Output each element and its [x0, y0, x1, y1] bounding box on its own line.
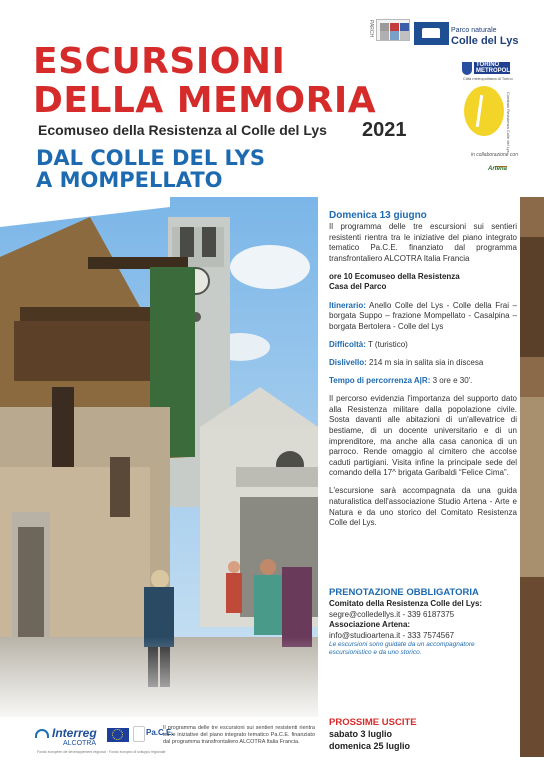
next-outing-date-1: sabato 3 luglio: [329, 729, 393, 739]
interreg-small-text: Fonds européen de développement régional · Fondo europeo di sviluppo regionale: [37, 750, 166, 754]
meeting-time: ore 10 Ecomuseo della Resistenza: [329, 271, 460, 281]
artena-logo: Artena: [488, 166, 508, 172]
pace-logo-icon: [133, 726, 145, 742]
comitato-logo-label: Comitato Resistenza Colle del Lys: [506, 92, 511, 153]
torino-line2: METROPOLI: [476, 68, 512, 74]
difficulty-text: T (turistico): [367, 339, 408, 349]
page-title-line1: ESCURSIONI: [33, 41, 286, 82]
elevation: [329, 358, 517, 369]
duration-label: Tempo di percorrenza A|R:: [329, 376, 431, 386]
booking-org1-name: Comitato della Resistenza Colle del Lys:: [329, 599, 483, 608]
parco-logo-icon: [414, 22, 449, 45]
alcotra-label: ALCOTRA: [63, 740, 97, 747]
eu-stars-icon: [112, 729, 123, 740]
route-title-line1: DAL COLLE DEL LYS: [36, 146, 265, 170]
next-outings-title: PROSSIME USCITE: [329, 717, 417, 728]
booking-org2-name: Associazione Artena:: [329, 620, 411, 629]
itinerary-text: Anello Colle del Lys - Colle della Frai – borgata Suppo – frazione Mompellato - Casalpina – borgata Bertolera - Colle del Lys: [329, 300, 517, 331]
route-title-line2: A MOMPELLATO: [36, 168, 223, 192]
interreg-arc-icon: [35, 729, 49, 738]
parco-label-small: Parco naturale: [451, 27, 497, 34]
parch-label: PARCH: [368, 20, 374, 38]
parco-label-big: Colle del Lys: [451, 35, 519, 47]
booking-contacts: [329, 599, 519, 657]
interreg-logo: Interreg: [52, 726, 97, 740]
route-description: Il percorso evidenzia l'importanza del supporto dato alla Resistenza militare dalla popolazione civile. Sosta davanti alle abitazioni di un'allevatrice di bestiame, di un docente universitario e di un imprenditore, ma anche alla casa canonica di un parroco. Rende omaggio al cimitero che accolse caduti partigiani. Visita infine la principale sede del comando della 17^ brigata Garibaldi “Felice Cima”.: [329, 394, 517, 478]
meeting-place: Casa del Parco: [329, 282, 387, 292]
difficulty: [329, 340, 517, 351]
event-details: [329, 210, 517, 536]
page-subtitle: Ecomuseo della Resistenza al Colle del Lys: [38, 122, 327, 138]
torino-line1: TORINO: [476, 62, 500, 68]
booking-org1-contact[interactable]: segre@colledellys.it - 339 6187375: [329, 609, 455, 619]
year: 2021: [362, 119, 407, 141]
guide-info: L'escursione sarà accompagnata da una guida naturalistica dell'associazione Studio Artena - Arte e Natura e da uno storico del Comitato Resistenza Colle del Lys.: [329, 486, 517, 528]
booking-title: PRENOTAZIONE OBBLIGATORIA: [329, 587, 479, 598]
booking-org2-contact[interactable]: info@studioartena.it - 333 7574567: [329, 630, 455, 640]
village-photo: [0, 197, 318, 717]
event-date: Domenica 13 giugno: [329, 210, 427, 221]
event-intro: Il programma delle tre escursioni sui sentieri resistenti rientra tra le iniziative del piano integrato tematico Pa.C.E. finanziato dal programma transfrontaliero ALCOTRA Italia Francia: [329, 222, 517, 263]
pace-logo: Pa.C.E.: [146, 728, 174, 737]
torino-shield-icon: [462, 62, 472, 75]
comitato-logo: [464, 86, 504, 136]
itinerary-label: Itinerario:: [329, 300, 366, 310]
page-title-line2: DELLA MEMORIA: [33, 80, 377, 121]
booking-note: Le escursioni sono guidate da un accompagnatore escursionistico e da uno storico.: [329, 641, 475, 656]
torino-sub-label: Città metropolitana di Torino: [463, 76, 513, 81]
parch-logo: [376, 19, 410, 41]
side-photo-strip: [520, 197, 544, 757]
difficulty-label: Difficoltà:: [329, 339, 366, 349]
footer-text: Il programma delle tre escursioni sui sentieri resistenti rientra tra le iniziative del piano integrato tematico Pa.C.E. finanziato dal programma transfrontaliero ALCOTRA Italia Francia.: [163, 725, 315, 745]
elevation-label: Dislivello:: [329, 357, 367, 367]
itinerary: [329, 301, 517, 333]
duration-text: 3 ore e 30'.: [432, 376, 473, 386]
next-outing-date-2: domenica 25 luglio: [329, 741, 411, 751]
collaboration-label: in collaborazione con: [471, 152, 518, 158]
elevation-text: 214 m sia in salita sia in discesa: [369, 357, 484, 367]
duration: [329, 376, 517, 387]
torino-logo: [474, 62, 510, 74]
